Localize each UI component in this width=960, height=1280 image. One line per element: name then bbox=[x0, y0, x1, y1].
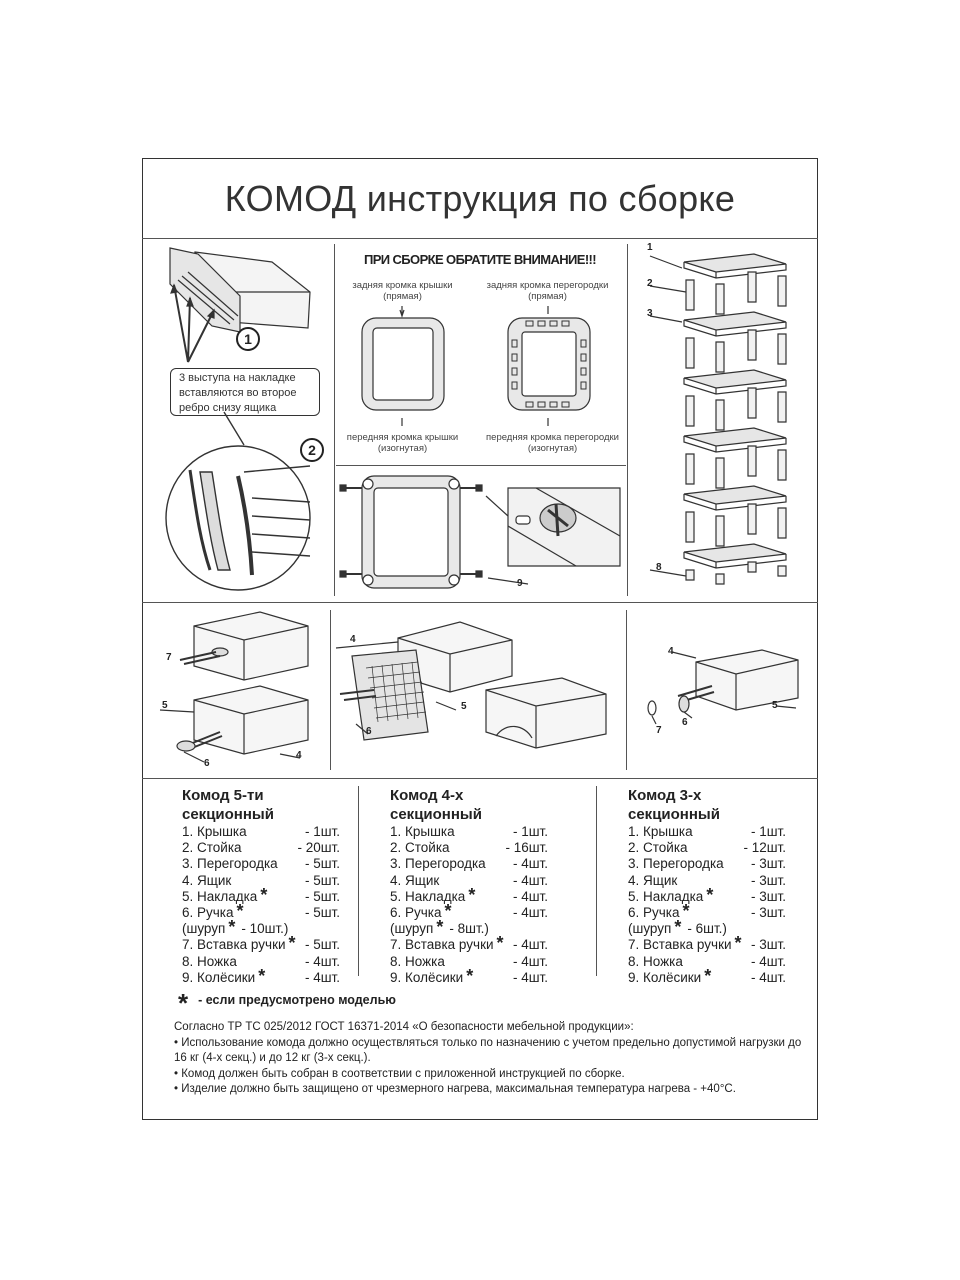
part-label: 5. Накладка bbox=[628, 888, 704, 904]
part-label: 8. Ножка bbox=[628, 953, 683, 969]
part-label: (шуруп bbox=[390, 921, 434, 937]
asterisk-icon: * bbox=[258, 965, 266, 986]
part-qty: - 4шт. bbox=[512, 953, 548, 969]
asterisk-icon: * bbox=[288, 933, 296, 954]
divider bbox=[334, 244, 335, 596]
part-label: 6. Ручка bbox=[390, 904, 442, 920]
part-row bbox=[628, 965, 786, 986]
part-label: 5. Накладка bbox=[390, 888, 466, 904]
asterisk-icon: * bbox=[734, 933, 742, 954]
lid-back-label: задняя кромка крышки (прямая) bbox=[352, 280, 453, 302]
part-label: 1. Крышка bbox=[628, 824, 693, 839]
part-qty: - 1шт. bbox=[512, 824, 548, 839]
callout-6: 6 bbox=[682, 717, 688, 728]
part-qty: - 4шт. bbox=[750, 969, 786, 985]
divider bbox=[142, 238, 818, 239]
callout-7: 7 bbox=[166, 652, 172, 663]
part-qty: - 3шт. bbox=[750, 904, 786, 920]
part-row bbox=[390, 856, 548, 872]
parts-heading: Комод 3-х bbox=[628, 787, 702, 804]
part-qty: - 4шт. bbox=[512, 888, 548, 904]
part-row bbox=[390, 965, 548, 986]
asterisk-icon: * bbox=[260, 884, 268, 905]
asterisk-icon: * bbox=[496, 933, 504, 954]
asterisk-icon: * bbox=[444, 900, 452, 921]
divider bbox=[358, 786, 359, 976]
parts-heading: секционный bbox=[390, 806, 482, 823]
callout-3: 3 bbox=[647, 308, 653, 319]
part-label: 8. Ножка bbox=[182, 953, 237, 969]
step-1-badge: 1 bbox=[236, 327, 260, 351]
part-label: 6. Ручка bbox=[628, 904, 680, 920]
callout-4: 4 bbox=[668, 646, 674, 657]
part-qty: - 4шт. bbox=[304, 969, 340, 985]
asterisk-icon: * bbox=[466, 965, 474, 986]
part-qty: - 4шт. bbox=[512, 872, 548, 888]
legal-line: • Изделие должно быть защищено от чрезмерного нагрева, максимальная температура нагрева - +40°С. bbox=[174, 1083, 736, 1095]
part-qty: - 3шт. bbox=[750, 888, 786, 904]
callout-7: 7 bbox=[656, 725, 662, 736]
part-label: 3. Перегородка bbox=[628, 856, 724, 872]
asterisk-icon: * bbox=[468, 884, 476, 905]
part-label: 2. Стойка bbox=[628, 840, 688, 856]
footnote-text: - если предусмотрено моделью bbox=[198, 993, 396, 1007]
callout-5: 5 bbox=[162, 700, 168, 711]
callout-5: 5 bbox=[772, 700, 778, 711]
lid-divider-figure bbox=[336, 300, 626, 465]
part-row bbox=[628, 856, 786, 872]
callout-6: 6 bbox=[204, 758, 210, 769]
part-row bbox=[628, 840, 786, 856]
drawer-handle-figure bbox=[160, 606, 330, 776]
part-label: 6. Ручка bbox=[182, 904, 234, 920]
asterisk-icon: * bbox=[228, 917, 236, 938]
parts-list-4 bbox=[390, 786, 548, 986]
part-row bbox=[628, 917, 786, 938]
part-qty: - 8шт.) bbox=[449, 921, 489, 937]
drawer-mesh-figure bbox=[336, 606, 626, 776]
parts-heading: Комод 5-ти bbox=[182, 787, 264, 804]
lid-front-label: передняя кромка крышки (изогнутая) bbox=[346, 432, 459, 454]
part-qty: - 5шт. bbox=[304, 888, 340, 904]
part-label: 5. Накладка bbox=[182, 888, 258, 904]
part-row bbox=[628, 933, 786, 954]
part-qty: - 6шт.) bbox=[687, 921, 727, 937]
part-row bbox=[390, 824, 548, 840]
part-row bbox=[390, 933, 548, 954]
part-label: 4. Ящик bbox=[628, 872, 678, 888]
part-label: 2. Стойка bbox=[390, 840, 450, 856]
legal-line: Согласно ТР ТС 025/2012 ГОСТ 16371-2014 «О безопасности мебельной продукции»: bbox=[174, 1021, 634, 1033]
part-row bbox=[182, 965, 340, 986]
callout-1: 1 bbox=[647, 242, 653, 253]
divider bbox=[627, 244, 628, 596]
part-qty: - 3шт. bbox=[750, 856, 786, 872]
attention-heading: ПРИ СБОРКЕ ОБРАТИТЕ ВНИМАНИЕ!!! bbox=[363, 252, 597, 267]
step-2-badge: 2 bbox=[300, 438, 324, 462]
asterisk-icon: * bbox=[236, 900, 244, 921]
part-qty: - 1шт. bbox=[750, 824, 786, 839]
part-row bbox=[390, 900, 548, 921]
part-row bbox=[390, 840, 548, 856]
callout-5: 5 bbox=[461, 701, 467, 712]
divider-back-label: задняя кромка перегородки (прямая) bbox=[486, 280, 609, 302]
divider bbox=[626, 610, 627, 770]
part-qty: - 4шт. bbox=[512, 937, 548, 953]
asterisk-icon: * bbox=[436, 917, 444, 938]
parts-list-3 bbox=[628, 786, 786, 986]
part-qty: - 3шт. bbox=[750, 937, 786, 953]
part-row bbox=[628, 884, 786, 905]
part-qty: - 4шт. bbox=[512, 904, 548, 920]
part-row bbox=[390, 917, 548, 938]
callout-4: 4 bbox=[296, 750, 302, 761]
optional-footnote bbox=[178, 988, 396, 1019]
callout-4: 4 bbox=[350, 634, 356, 645]
divider bbox=[142, 778, 818, 779]
part-row bbox=[182, 856, 340, 872]
faceplate-note: 3 выступа на накладке вставляются во второе ребро снизу ящика bbox=[170, 368, 320, 416]
callout-9: 9 bbox=[517, 578, 523, 589]
part-qty: - 4шт. bbox=[512, 969, 548, 985]
asterisk-icon: * bbox=[704, 965, 712, 986]
part-qty: - 20шт. bbox=[297, 840, 340, 856]
tower-figure bbox=[636, 244, 806, 596]
asterisk-icon: * bbox=[682, 900, 690, 921]
part-label: 1. Крышка bbox=[390, 824, 455, 839]
divider-front-label: передняя кромка перегородки (изогнутая) bbox=[486, 432, 619, 454]
part-row bbox=[182, 933, 340, 954]
part-row bbox=[390, 884, 548, 905]
drawer-faceplate-figure bbox=[160, 240, 330, 600]
part-qty: - 5шт. bbox=[304, 904, 340, 920]
callout-6: 6 bbox=[366, 726, 372, 737]
part-qty: - 4шт. bbox=[750, 953, 786, 969]
part-qty: - 4шт. bbox=[512, 856, 548, 872]
caster-figure bbox=[336, 466, 626, 598]
part-row bbox=[182, 824, 340, 840]
part-label: (шуруп bbox=[182, 921, 226, 937]
part-label: 1. Крышка bbox=[182, 824, 247, 839]
part-qty: - 5шт. bbox=[304, 856, 340, 872]
part-label: 4. Ящик bbox=[390, 872, 440, 888]
part-row bbox=[628, 824, 786, 840]
asterisk-icon: * bbox=[706, 884, 714, 905]
divider bbox=[596, 786, 597, 976]
part-row bbox=[182, 917, 340, 938]
part-label: 7. Вставка ручки bbox=[182, 937, 286, 953]
callout-2: 2 bbox=[647, 278, 653, 289]
asterisk-icon: * bbox=[674, 917, 682, 938]
part-row bbox=[182, 840, 340, 856]
part-label: 9. Колёсики bbox=[390, 969, 464, 985]
legal-line: • Использование комода должно осуществляться только по назначению с учетом предельно допустимой нагрузки до 16 кг (4-х секц.) и до 12 кг (3-х секц.). bbox=[174, 1036, 802, 1064]
part-label: 2. Стойка bbox=[182, 840, 242, 856]
part-qty: - 5шт. bbox=[304, 937, 340, 953]
part-qty: - 3шт. bbox=[750, 872, 786, 888]
part-label: 8. Ножка bbox=[390, 953, 445, 969]
part-row bbox=[628, 900, 786, 921]
part-label: 3. Перегородка bbox=[390, 856, 486, 872]
part-label: (шуруп bbox=[628, 921, 672, 937]
divider bbox=[142, 602, 818, 603]
part-label: 9. Колёсики bbox=[182, 969, 256, 985]
divider bbox=[330, 610, 331, 770]
part-label: 4. Ящик bbox=[182, 872, 232, 888]
part-row bbox=[182, 900, 340, 921]
part-row bbox=[182, 884, 340, 905]
part-qty: - 10шт.) bbox=[241, 921, 289, 937]
callout-8: 8 bbox=[656, 562, 662, 573]
parts-list-5 bbox=[182, 786, 340, 986]
legal-line: • Комод должен быть собран в соответствии с приложенной инструкцией по сборке. bbox=[174, 1067, 625, 1080]
asterisk-icon: * bbox=[178, 988, 189, 1018]
part-qty: - 4шт. bbox=[304, 953, 340, 969]
part-label: 9. Колёсики bbox=[628, 969, 702, 985]
page-title: КОМОД инструкция по сборке bbox=[224, 178, 736, 219]
parts-heading: секционный bbox=[182, 806, 274, 823]
drawer-small-figure bbox=[636, 606, 806, 776]
part-qty: - 5шт. bbox=[304, 872, 340, 888]
parts-heading: Комод 4-х bbox=[390, 787, 464, 804]
part-qty: - 1шт. bbox=[304, 824, 340, 839]
parts-heading: секционный bbox=[628, 806, 720, 823]
part-label: 3. Перегородка bbox=[182, 856, 278, 872]
part-label: 7. Вставка ручки bbox=[628, 937, 732, 953]
part-label: 7. Вставка ручки bbox=[390, 937, 494, 953]
part-qty: - 12шт. bbox=[743, 840, 786, 856]
legal-text bbox=[174, 1020, 814, 1098]
part-qty: - 16шт. bbox=[505, 840, 548, 856]
